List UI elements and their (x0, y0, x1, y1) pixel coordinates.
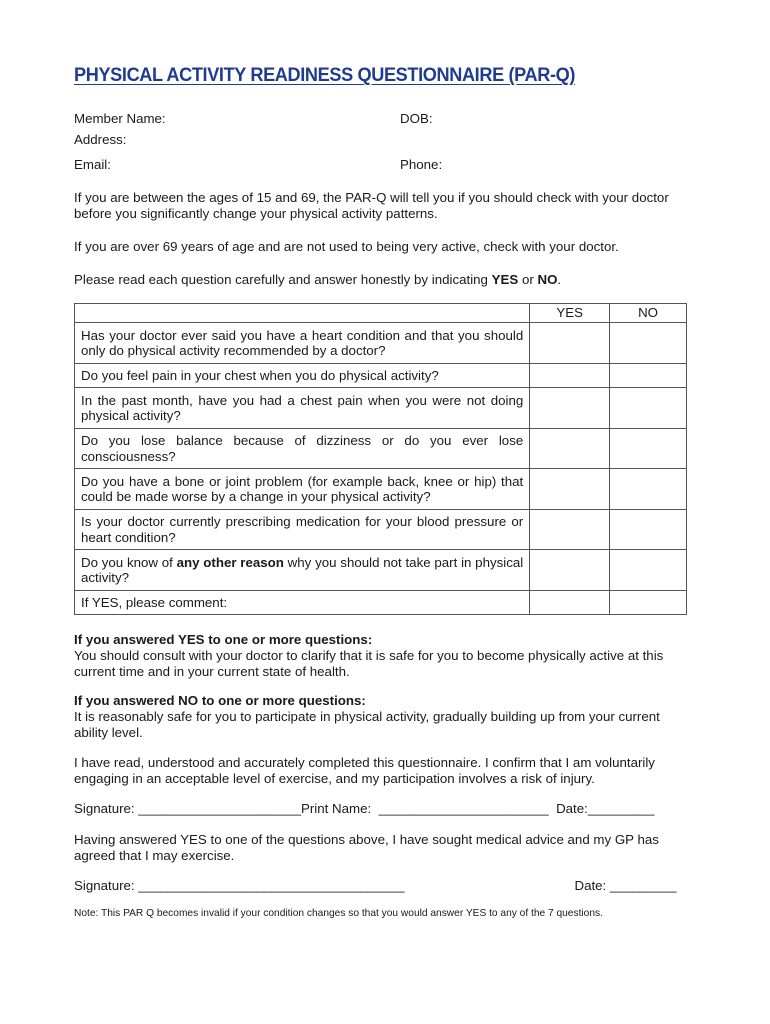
address-label: Address: (74, 132, 127, 147)
questions-table (74, 303, 687, 615)
signature-line-2[interactable]: Signature: ____________________________________ Date: _________ (74, 878, 677, 893)
question-3-yes-box[interactable] (530, 388, 610, 429)
question-7-text: Do you know of any other reason why you should not take part in physical activity? (75, 550, 530, 591)
question-5-yes-box[interactable] (530, 469, 610, 510)
question-3-text: In the past month, have you had a chest pain when you were not doing physical activity? (75, 388, 530, 429)
no-column-header: NO (610, 304, 687, 323)
footer-note: Note: This PAR Q becomes invalid if your condition changes so that you would answer YES to any of the 7 questions. (74, 908, 603, 919)
yes-section-heading: If you answered YES to one or more questions: (74, 632, 373, 647)
question-5-no-box[interactable] (610, 469, 687, 510)
phone-label: Phone: (400, 157, 443, 172)
no-section-body: It is reasonably safe for you to participate in physical activity, gradually building up from your current ability level. (74, 709, 660, 740)
table-row (75, 591, 687, 615)
gp-statement: Having answered YES to one of the questions above, I have sought medical advice and my GP has agreed that I may exercise. (74, 832, 659, 863)
question-3-no-box[interactable] (610, 388, 687, 429)
intro-age-range: If you are between the ages of 15 and 69, the PAR-Q will tell you if you should check with your doctor before you significantly change your physical activity patterns. (74, 190, 669, 221)
table-row (75, 364, 687, 388)
question-6-text: Is your doctor currently prescribing medication for your blood pressure or heart condition? (75, 510, 530, 550)
question-2-no-box[interactable] (610, 364, 687, 388)
no-section-heading: If you answered NO to one or more questions: (74, 693, 366, 708)
email-label: Email: (74, 157, 111, 172)
question-4-text: Do you lose balance because of dizziness or do you ever lose consciousness? (75, 429, 530, 469)
question-1-no-box[interactable] (610, 323, 687, 364)
yes-section-body: You should consult with your doctor to clarify that it is safe for you to become physically active at this current time and in your current state of health. (74, 648, 664, 679)
signature-line-1[interactable]: Signature: ______________________Print Name: _______________________ Date:_________ (74, 801, 655, 816)
table-row (75, 510, 687, 550)
question-2-yes-box[interactable] (530, 364, 610, 388)
question-1-text: Has your doctor ever said you have a heart condition and that you should only do physical activity recommended by a doctor? (75, 323, 530, 364)
table-header-row (75, 304, 687, 323)
intro-over-69: If you are over 69 years of age and are not used to being very active, check with your doctor. (74, 239, 619, 254)
question-6-yes-box[interactable] (530, 510, 610, 550)
header-blank-cell (75, 304, 530, 323)
page-title: PHYSICAL ACTIVITY READINESS QUESTIONNAIRE (PAR-Q) (74, 64, 576, 86)
question-7-yes-box[interactable] (530, 550, 610, 591)
declaration-text: I have read, understood and accurately completed this questionnaire. I confirm that I am voluntarily engaging in an acceptable level of exercise, and my participation involves a risk of injury. (74, 755, 655, 786)
table-row (75, 323, 687, 364)
question-2-text: Do you feel pain in your chest when you do physical activity? (75, 364, 530, 388)
comment-field[interactable]: If YES, please comment: (75, 591, 530, 615)
member-name-label: Member Name: (74, 111, 166, 126)
question-6-no-box[interactable] (610, 510, 687, 550)
comment-yes-cell (530, 591, 610, 615)
question-1-yes-box[interactable] (530, 323, 610, 364)
question-5-text: Do you have a bone or joint problem (for example back, knee or hip) that could be made worse by a change in your physical activity? (75, 469, 530, 510)
table-row (75, 388, 687, 429)
table-row (75, 469, 687, 510)
dob-label: DOB: (400, 111, 433, 126)
table-row (75, 550, 687, 591)
question-4-yes-box[interactable] (530, 429, 610, 469)
question-7-no-box[interactable] (610, 550, 687, 591)
table-row (75, 429, 687, 469)
yes-column-header: YES (530, 304, 610, 323)
instruction-text: Please read each question carefully and answer honestly by indicating YES or NO. (74, 272, 562, 287)
question-4-no-box[interactable] (610, 429, 687, 469)
comment-no-cell (610, 591, 687, 615)
